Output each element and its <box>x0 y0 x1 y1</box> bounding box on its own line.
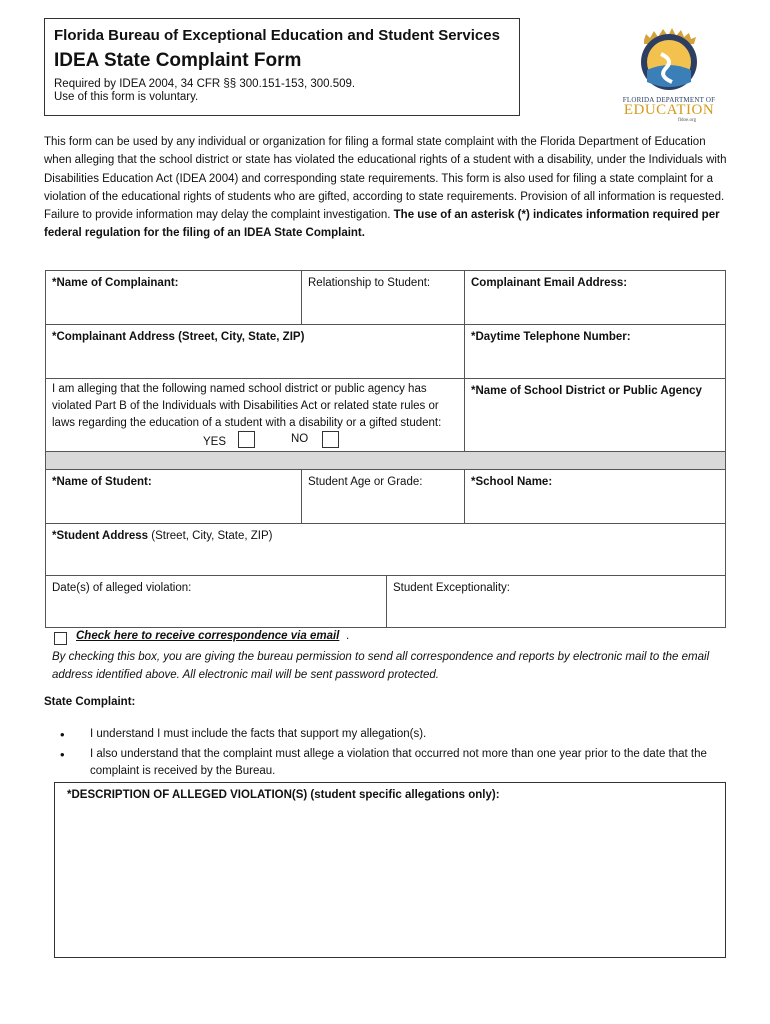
bureau-name: Florida Bureau of Exceptional Education and Student Services <box>54 27 500 44</box>
student-name-field[interactable] <box>45 469 302 524</box>
complainant-name-field[interactable] <box>45 270 302 325</box>
form-header <box>44 18 520 116</box>
student-age-field[interactable] <box>301 469 465 524</box>
email-correspondence-label[interactable] <box>76 630 339 642</box>
state-complaint-heading: State Complaint: <box>44 696 136 708</box>
voluntary-note: Use of this form is voluntary. <box>54 91 199 103</box>
acknowledgement-list <box>60 726 720 783</box>
relationship-field[interactable] <box>301 270 465 325</box>
logo-text-url: fldoe.org <box>678 118 697 123</box>
fldoe-seal-icon <box>614 22 724 96</box>
allegation-cell <box>45 378 465 452</box>
logo-text-education: EDUCATION <box>623 102 715 118</box>
district-name-field[interactable] <box>464 378 726 452</box>
violation-description-field[interactable] <box>54 782 726 958</box>
email-period: . <box>346 630 350 642</box>
violation-description-label: *DESCRIPTION OF ALLEGED VIOLATION(S) (student specific allegations only): <box>67 789 500 801</box>
student-address-hint: (Street, City, State, ZIP) <box>148 530 273 542</box>
no-label: NO <box>291 433 309 445</box>
yes-label: YES <box>203 436 227 448</box>
no-checkbox[interactable] <box>322 431 339 448</box>
daytime-phone-label: *Daytime Telephone Number: <box>471 331 631 343</box>
fldoe-logo <box>614 22 724 122</box>
allegation-text: I am alleging that the following named school district or public agency has violated Part B of the Individuals with Disabilities Act or related state rules or laws regarding the education of a student with a disability or a gifted student: <box>52 383 442 429</box>
violation-dates-field[interactable] <box>45 575 387 628</box>
daytime-phone-field[interactable] <box>464 324 726 379</box>
complainant-name-label: *Name of Complainant: <box>52 277 179 289</box>
intro-text: This form can be used by any individual or organization for filing a formal state complaint with the Florida Department of Education when alleging that the school district or state has violated the educational rights of a student with a disability, under the Individuals with Disabilities Education Act (IDEA 2004) and corresponding state requirements. This form is also used for filing a state complaint for a violation of the educational rights of students who are gifted, according to state requirements. Provision of all information is requested. Failure to provide information may delay the complaint investigation. <box>44 136 727 222</box>
school-name-field[interactable] <box>464 469 726 524</box>
form-title: IDEA State Complaint Form <box>54 50 302 71</box>
relationship-label: Relationship to Student: <box>308 277 431 289</box>
complainant-address-label: *Complainant Address (Street, City, State, ZIP) <box>52 331 305 343</box>
email-permission-note: By checking this box, you are giving the bureau permission to send all correspondence and reports by electronic mail to the email address identified above. All electronic mail will be sent password protected. <box>52 651 710 681</box>
exceptionality-field[interactable] <box>386 575 726 628</box>
legal-citation: Required by IDEA 2004, 34 CFR §§ 300.151-153, 300.509. <box>54 78 356 90</box>
yes-checkbox[interactable] <box>238 431 255 448</box>
student-age-label: Student Age or Grade: <box>308 476 423 488</box>
list-item: • I also understand that the complaint must allege a violation that occurred not more than one year prior to the date that the complaint is received by the Bureau. <box>60 746 720 780</box>
section-separator <box>45 451 726 470</box>
complainant-email-field[interactable] <box>464 270 726 325</box>
student-name-label: *Name of Student: <box>52 476 152 488</box>
logo-text-department: FLORIDA DEPARTMENT OF <box>622 96 716 104</box>
student-address-label: *Student Address <box>52 530 149 542</box>
intro-paragraph <box>44 133 730 243</box>
student-address-field[interactable] <box>45 523 726 576</box>
district-name-label: *Name of School District or Public Agency <box>471 385 702 397</box>
intro-asterisk-note: The use of an asterisk (*) indicates information required per federal regulation for the filing of an IDEA State Complaint. <box>44 209 720 240</box>
violation-dates-label: Date(s) of alleged violation: <box>52 582 192 594</box>
exceptionality-label: Student Exceptionality: <box>393 582 510 594</box>
email-correspondence-checkbox[interactable] <box>54 632 67 645</box>
email-correspondence-text: Check here to receive correspondence via email <box>76 630 340 642</box>
list-item: • I understand I must include the facts that support my allegation(s). <box>60 726 720 743</box>
complainant-email-label: Complainant Email Address: <box>471 277 628 289</box>
school-name-label: *School Name: <box>471 476 553 488</box>
complainant-address-field[interactable] <box>45 324 465 379</box>
